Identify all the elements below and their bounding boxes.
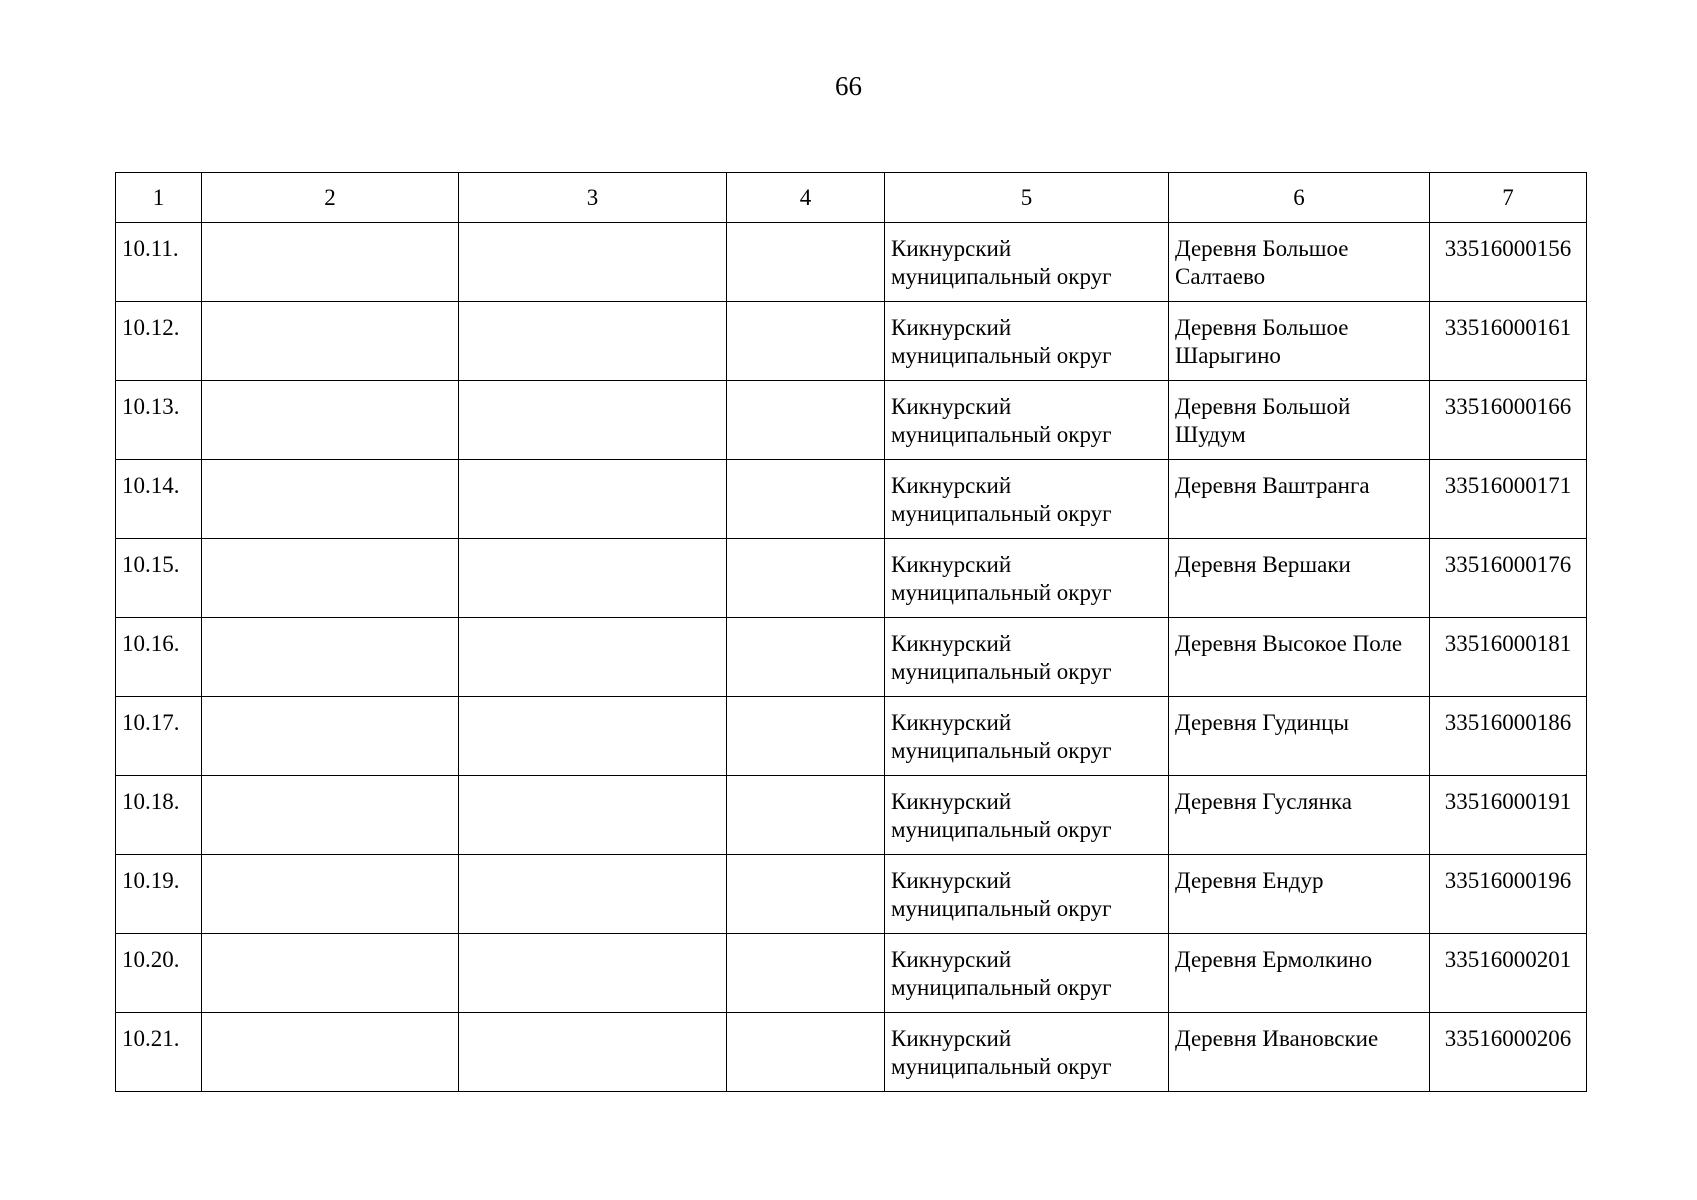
- locality-cell: Деревня Высокое Поле: [1169, 618, 1430, 697]
- district-name: Кикнурский: [891, 473, 1012, 498]
- district-type: муниципальный округ: [891, 896, 1112, 921]
- table-row: [116, 381, 1587, 460]
- empty-cell-col-4: [727, 697, 885, 776]
- empty-cell-col-4: [727, 1013, 885, 1092]
- district-cell: [885, 460, 1169, 539]
- row-number-cell: 10.16.: [116, 618, 202, 697]
- oktmo-code-cell: 33516000176: [1430, 539, 1587, 618]
- district-type: муниципальный округ: [891, 659, 1112, 684]
- oktmo-code-cell: 33516000181: [1430, 618, 1587, 697]
- empty-cell-col-3: [459, 855, 727, 934]
- district-name: Кикнурский: [891, 552, 1012, 577]
- header-col-5: 5: [885, 173, 1169, 223]
- locality-cell: Деревня Большой Шудум: [1169, 381, 1430, 460]
- empty-cell-col-3: [459, 460, 727, 539]
- district-type: муниципальный округ: [891, 1054, 1112, 1079]
- header-col-4: 4: [727, 173, 885, 223]
- district-name: Кикнурский: [891, 315, 1012, 340]
- locality-cell: Деревня Ивановские: [1169, 1013, 1430, 1092]
- header-col-3: 3: [459, 173, 727, 223]
- empty-cell-col-2: [202, 223, 459, 302]
- page-number: 66: [835, 71, 862, 101]
- oktmo-code-cell: 33516000196: [1430, 855, 1587, 934]
- header-col-6: 6: [1169, 173, 1430, 223]
- district-type: муниципальный округ: [891, 580, 1112, 605]
- table-row: [116, 1013, 1587, 1092]
- empty-cell-col-2: [202, 855, 459, 934]
- row-number-cell: 10.18.: [116, 776, 202, 855]
- oktmo-code-cell: 33516000161: [1430, 302, 1587, 381]
- district-cell: [885, 776, 1169, 855]
- row-number-cell: 10.19.: [116, 855, 202, 934]
- district-cell: [885, 539, 1169, 618]
- empty-cell-col-3: [459, 223, 727, 302]
- table-header: [116, 173, 1587, 223]
- district-cell: [885, 223, 1169, 302]
- table-row: [116, 618, 1587, 697]
- empty-cell-col-2: [202, 934, 459, 1013]
- table-row: [116, 776, 1587, 855]
- empty-cell-col-4: [727, 539, 885, 618]
- empty-cell-col-2: [202, 618, 459, 697]
- district-name: Кикнурский: [891, 631, 1012, 656]
- empty-cell-col-3: [459, 618, 727, 697]
- empty-cell-col-4: [727, 381, 885, 460]
- empty-cell-col-2: [202, 776, 459, 855]
- district-cell: [885, 302, 1169, 381]
- row-number-cell: 10.21.: [116, 1013, 202, 1092]
- district-cell: [885, 855, 1169, 934]
- table-row: [116, 539, 1587, 618]
- header-col-2: 2: [202, 173, 459, 223]
- row-number-cell: 10.17.: [116, 697, 202, 776]
- district-type: муниципальный округ: [891, 422, 1112, 447]
- table-row: [116, 934, 1587, 1013]
- district-type: муниципальный округ: [891, 817, 1112, 842]
- oktmo-code-cell: 33516000171: [1430, 460, 1587, 539]
- empty-cell-col-3: [459, 381, 727, 460]
- empty-cell-col-4: [727, 855, 885, 934]
- empty-cell-col-3: [459, 302, 727, 381]
- oktmo-code-cell: 33516000186: [1430, 697, 1587, 776]
- header-col-7: 7: [1430, 173, 1587, 223]
- empty-cell-col-4: [727, 776, 885, 855]
- locality-cell: Деревня Вершаки: [1169, 539, 1430, 618]
- district-cell: [885, 934, 1169, 1013]
- header-row: [116, 173, 1587, 223]
- row-number-cell: 10.20.: [116, 934, 202, 1013]
- district-type: муниципальный округ: [891, 975, 1112, 1000]
- row-number-cell: 10.12.: [116, 302, 202, 381]
- district-cell: [885, 1013, 1169, 1092]
- row-number-cell: 10.13.: [116, 381, 202, 460]
- district-type: муниципальный округ: [891, 264, 1112, 289]
- empty-cell-col-4: [727, 223, 885, 302]
- empty-cell-col-2: [202, 460, 459, 539]
- oktmo-code-cell: 33516000206: [1430, 1013, 1587, 1092]
- district-name: Кикнурский: [891, 789, 1012, 814]
- table-row: [116, 697, 1587, 776]
- district-cell: [885, 618, 1169, 697]
- locality-cell: Деревня Большое Салтаево: [1169, 223, 1430, 302]
- locality-cell: Деревня Большое Шарыгино: [1169, 302, 1430, 381]
- oktmo-code-cell: 33516000191: [1430, 776, 1587, 855]
- empty-cell-col-2: [202, 697, 459, 776]
- district-name: Кикнурский: [891, 1026, 1012, 1051]
- oktmo-code-cell: 33516000201: [1430, 934, 1587, 1013]
- header-col-1: 1: [116, 173, 202, 223]
- empty-cell-col-3: [459, 934, 727, 1013]
- table-row: [116, 460, 1587, 539]
- row-number-cell: 10.11.: [116, 223, 202, 302]
- empty-cell-col-3: [459, 776, 727, 855]
- empty-cell-col-3: [459, 1013, 727, 1092]
- empty-cell-col-4: [727, 618, 885, 697]
- table-row: [116, 223, 1587, 302]
- district-cell: [885, 381, 1169, 460]
- empty-cell-col-2: [202, 302, 459, 381]
- district-name: Кикнурский: [891, 710, 1012, 735]
- district-type: муниципальный округ: [891, 738, 1112, 763]
- empty-cell-col-2: [202, 1013, 459, 1092]
- locality-cell: Деревня Ендур: [1169, 855, 1430, 934]
- empty-cell-col-2: [202, 539, 459, 618]
- document-table: [115, 172, 1587, 1092]
- empty-cell-col-4: [727, 302, 885, 381]
- empty-cell-col-2: [202, 381, 459, 460]
- row-number-cell: 10.15.: [116, 539, 202, 618]
- empty-cell-col-4: [727, 934, 885, 1013]
- district-cell: [885, 697, 1169, 776]
- oktmo-code-cell: 33516000156: [1430, 223, 1587, 302]
- row-number-cell: 10.14.: [116, 460, 202, 539]
- district-type: муниципальный округ: [891, 343, 1112, 368]
- empty-cell-col-4: [727, 460, 885, 539]
- table-body: [116, 223, 1587, 1092]
- district-name: Кикнурский: [891, 947, 1012, 972]
- oktmo-code-cell: 33516000166: [1430, 381, 1587, 460]
- district-name: Кикнурский: [891, 394, 1012, 419]
- empty-cell-col-3: [459, 539, 727, 618]
- district-type: муниципальный округ: [891, 501, 1112, 526]
- locality-cell: Деревня Ваштранга: [1169, 460, 1430, 539]
- locality-cell: Деревня Гудинцы: [1169, 697, 1430, 776]
- district-name: Кикнурский: [891, 868, 1012, 893]
- locality-cell: Деревня Ермолкино: [1169, 934, 1430, 1013]
- table-row: [116, 855, 1587, 934]
- locality-cell: Деревня Гуслянка: [1169, 776, 1430, 855]
- table-row: [116, 302, 1587, 381]
- district-name: Кикнурский: [891, 236, 1012, 261]
- empty-cell-col-3: [459, 697, 727, 776]
